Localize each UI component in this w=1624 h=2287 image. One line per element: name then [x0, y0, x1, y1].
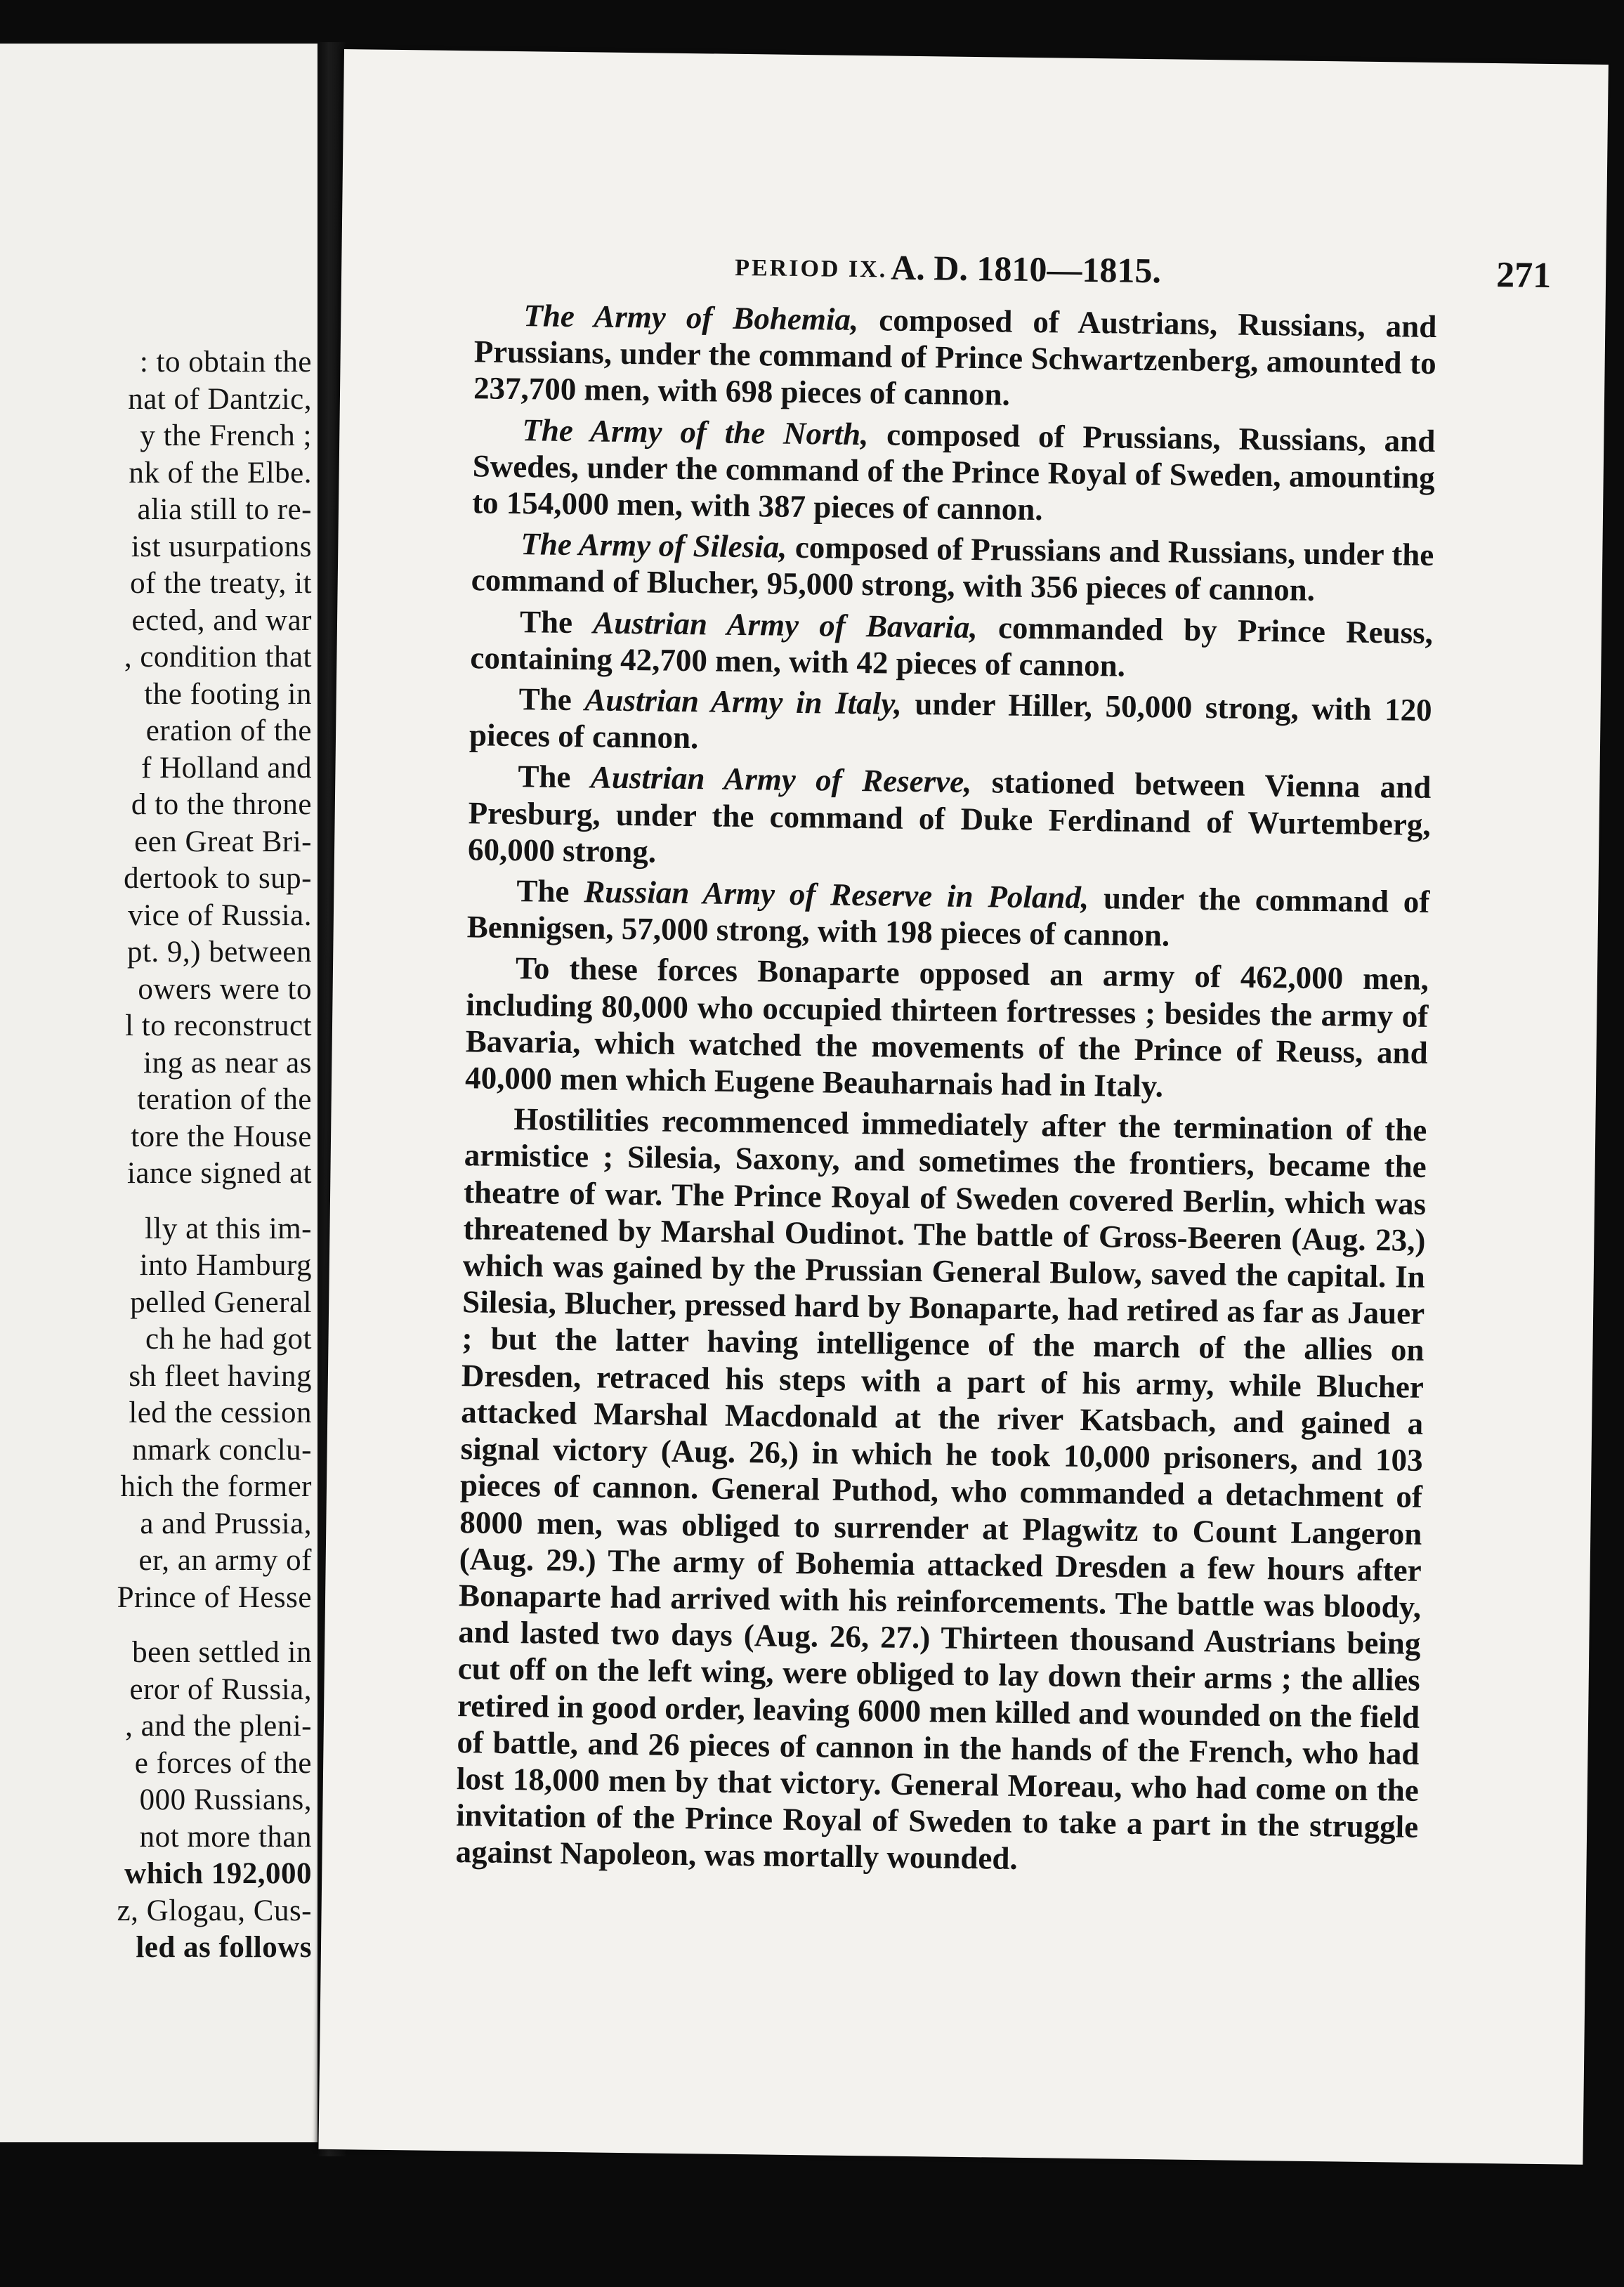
left-line: lly at this im-	[144, 1212, 312, 1245]
paragraph-lead: The	[519, 603, 594, 641]
paragraph-text: under Hiller, 50,000 strong, with 120 pieces of cannon.	[469, 686, 1432, 756]
paragraph-army-of-the-north	[472, 411, 1436, 532]
army-name: Austrian Army of Bavaria,	[593, 605, 978, 645]
paragraph-austrian-army-in-italy	[469, 680, 1432, 765]
left-line: pelled General	[130, 1285, 312, 1319]
paragraph-lead: The	[516, 873, 584, 910]
left-line: er, an army of	[138, 1544, 312, 1577]
left-line: into Hamburg	[139, 1249, 312, 1282]
paragraph-army-of-bohemia	[473, 296, 1437, 418]
army-name: The Army of the North,	[522, 412, 869, 452]
left-line: teration of the	[137, 1083, 312, 1116]
left-line: , and the pleni-	[125, 1710, 312, 1743]
left-line: dertook to sup-	[124, 862, 312, 895]
army-name: The Army of Bohemia,	[523, 298, 859, 337]
left-line: d to the throne	[131, 788, 312, 821]
left-line: iance signed at	[126, 1157, 312, 1190]
paragraph-austrian-army-of-bavaria	[470, 603, 1433, 688]
left-line: hich the former	[120, 1470, 312, 1503]
paragraph-bonaparte-forces	[465, 950, 1429, 1108]
left-line: pt. 9,) between	[126, 936, 312, 969]
left-line: been settled in	[132, 1636, 312, 1669]
paragraph-text: stationed between Vienna and Presburg, under the command of Duke Ferdinand of Wurtemberg, 60,000 strong.	[467, 764, 1432, 870]
right-page	[318, 49, 1608, 2165]
left-line: the footing in	[144, 677, 312, 711]
left-page-text	[17, 344, 312, 1967]
paragraph-hostilities	[455, 1100, 1427, 1882]
paragraph-text: commanded by Prince Reuss, containing 42,700 men, with 42 pieces of cannon.	[470, 609, 1434, 683]
paragraph-text: composed of Prussians, Russians, and Swedes, under the command of the Prince Royal of Sweden, amounting to 154,000 men, with 387 pieces of cannon.	[471, 416, 1436, 527]
left-line: nat of Dantzic,	[128, 382, 312, 416]
left-line: ing as near as	[143, 1046, 312, 1080]
left-line: eror of Russia,	[129, 1672, 312, 1706]
left-line: Prince of Hesse	[117, 1580, 312, 1614]
period-label: PERIOD IX.	[735, 254, 888, 283]
left-line: f Holland and	[141, 751, 312, 785]
left-line: a and Prussia,	[140, 1507, 312, 1540]
left-line: l to reconstruct	[125, 1009, 312, 1042]
left-line: tore the House	[131, 1120, 312, 1153]
paragraph-russian-army-of-reserve	[466, 872, 1429, 957]
left-line: which 192,000	[124, 1857, 312, 1890]
left-line: ch he had got	[145, 1323, 312, 1356]
army-name: Austrian Army of Reserve,	[590, 759, 972, 800]
paragraph-lead: The	[518, 681, 585, 718]
paragraph-text: composed of Prussians and Russians, under the command of Blucher, 95,000 strong, with 356 pieces of cannon.	[471, 529, 1434, 608]
paragraph-army-of-silesia	[471, 525, 1434, 610]
left-line: e forces of the	[134, 1746, 312, 1780]
left-line: owers were to	[138, 972, 312, 1006]
left-line: led as follows	[136, 1931, 312, 1964]
left-line: ected, and war	[131, 603, 312, 637]
left-line: z, Glogau, Cus-	[117, 1894, 312, 1927]
army-name: The Army of Silesia,	[520, 526, 787, 565]
left-line: led the cession	[129, 1396, 312, 1429]
left-line: een Great Bri-	[134, 825, 312, 858]
paragraph-text: Hostilities recommenced immediately after the termination of the armistice ; Silesia, Saxony, and sometimes the frontiers, became the theatre of war. The Prince Royal of Sweden covered Berlin, which was threatened by Marshal Oudinot. The battle of Gross-Beeren (Aug. 23,) which was gained by the Prussian General Bulow, saved the capital. In Silesia, Blucher, pressed hard by Bonaparte, had retired as far as Jauer ; but the latter having intelligence of the march of the allies on Dresden, retraced his steps with a part of his army, while Blucher attacked Marshal Macdonald at the river Katsbach, and gained a signal victory (Aug. 26,) in which he took 10,000 prisoners, and 103 pieces of cannon. General Puthod, who commanded a detachment of 8000 men, was obliged to surrender at Plagwitz to Count Langeron (Aug. 29.) The army of Bohemia attacked Dresden a few hours after Bonaparte had arrived with his reinforcements. The battle was bloody, and lasted two days (Aug. 26, 27.) Thirteen thousand Austrians being cut off on the left wing, were obliged to lay down their arms ; the allies retired in good order, leaving 6000 men killed and wounded on the field of battle, and 26 pieces of cannon in the hands of the French, who had lost 18,000 men by that victory. General Moreau, who had come on the invitation of the Prince Royal of Sweden to take a part in the struggle against Napoleon, was mortally wounded.	[455, 1101, 1427, 1877]
body-text	[455, 296, 1436, 1886]
left-page-fragment	[0, 44, 320, 2142]
left-line: not more than	[139, 1820, 312, 1854]
army-name: Russian Army of Reserve in Poland,	[583, 874, 1089, 916]
left-line: alia still to re-	[137, 493, 312, 526]
left-line: y the French ;	[140, 419, 312, 452]
paragraph-lead: The	[518, 759, 591, 795]
left-line: 000 Russians,	[139, 1783, 312, 1816]
left-line: ist usurpations	[131, 530, 312, 563]
page-number: 271	[1495, 255, 1552, 296]
paragraph-austrian-army-of-reserve	[468, 758, 1432, 879]
running-header	[735, 245, 1578, 305]
paragraph-text: composed of Austrians, Russians, and Prussians, under the command of Prince Schwartzenberg, amounted to 237,700 men, with 698 pieces of cannon.	[473, 301, 1437, 413]
paragraph-text: under the command of Bennigsen, 57,000 strong, with 198 pieces of cannon.	[466, 880, 1430, 953]
paragraph-text: To these forces Bonaparte opposed an army of 462,000 men, including 80,000 who occupied thirteen fortresses ; besides the army of Bavaria, which watched the movements of the Prince of Reuss, and 40,000 men which Eugene Beauharnais had in Italy.	[464, 950, 1429, 1104]
left-line: sh fleet having	[129, 1359, 312, 1393]
left-line: , condition that	[124, 641, 312, 674]
left-line: of the treaty, it	[130, 567, 312, 600]
left-line: nk of the Elbe.	[129, 456, 312, 490]
left-line: : to obtain the	[139, 346, 312, 379]
date-range: A. D. 1810—1815.	[890, 247, 1162, 291]
left-line: nmark conclu-	[131, 1433, 312, 1467]
left-line: vice of Russia.	[128, 898, 312, 932]
left-line: eration of the	[145, 714, 312, 747]
army-name: Austrian Army in Italy,	[584, 682, 903, 721]
